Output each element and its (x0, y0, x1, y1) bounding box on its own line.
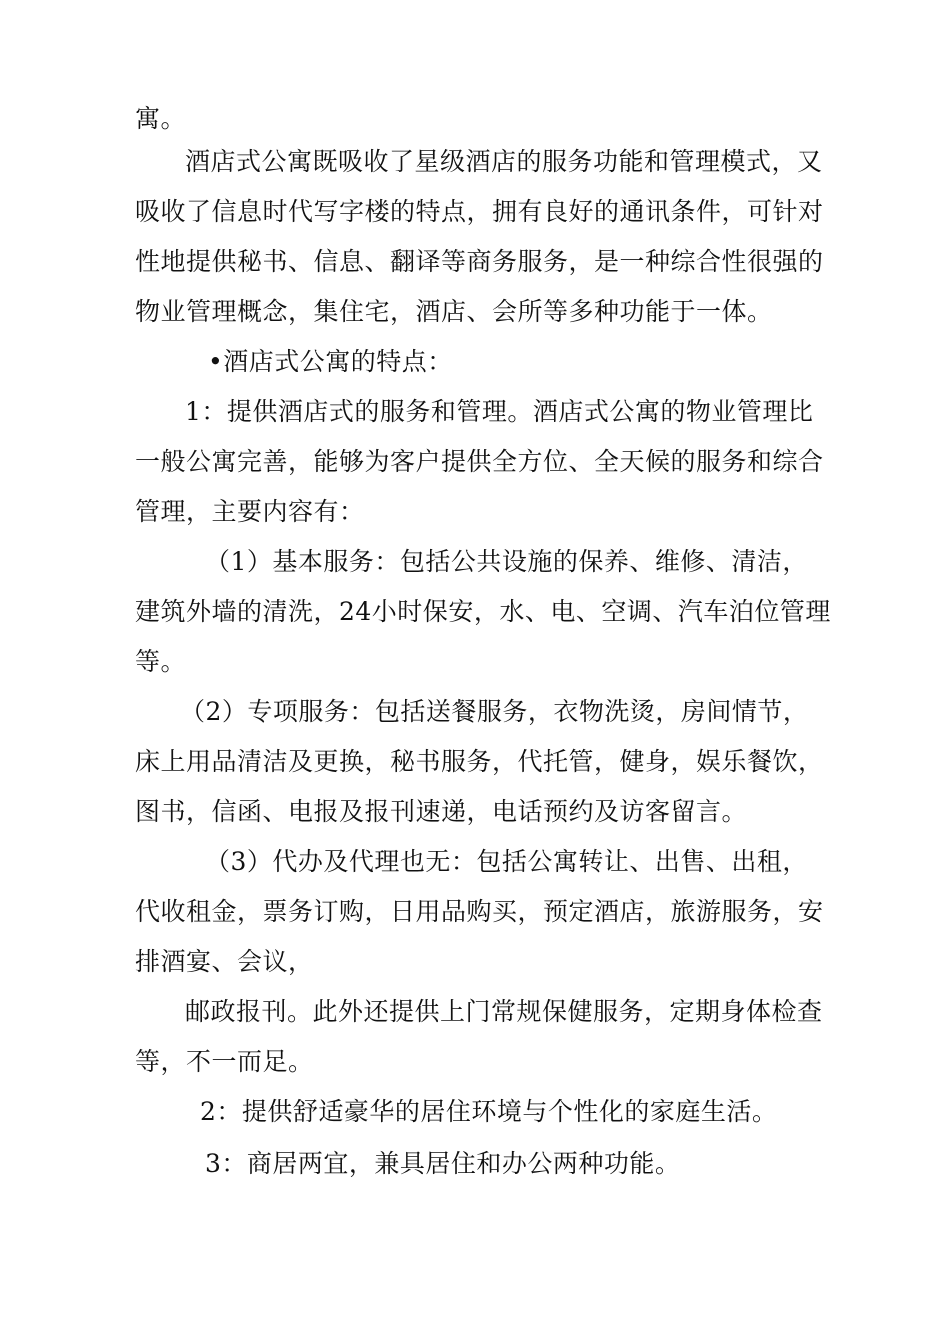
text-line: 图书，信函、电报及报刊速递，电话预约及访客留言。 (135, 797, 748, 826)
text-line: 邮政报刊。此外还提供上门常规保健服务，定期身体检查 (185, 997, 823, 1026)
text-line: （2）专项服务：包括送餐服务，衣物洗烫，房间情节， (180, 697, 809, 726)
text-line: 性地提供秘书、信息、翻译等商务服务，是一种综合性很强的 (135, 247, 824, 276)
text-line: 2：提供舒适豪华的居住环境与个性化的家庭生活。 (200, 1097, 778, 1126)
text-line: 一般公寓完善，能够为客户提供全方位、全天候的服务和综合 (135, 447, 824, 476)
text-line: 酒店式公寓既吸收了星级酒店的服务功能和管理模式，又 (185, 147, 823, 176)
text-line: 物业管理概念，集住宅，酒店、会所等多种功能于一体。 (135, 297, 773, 326)
text-line: 床上用品清洁及更换，秘书服务，代托管，健身，娱乐餐饮， (135, 747, 824, 776)
text-line: 代收租金，票务订购，日用品购买，预定酒店，旅游服务，安 (135, 897, 824, 926)
text-line: 等，不一而足。 (135, 1047, 314, 1076)
text-line: 管理，主要内容有： (135, 497, 365, 526)
text-line: 等。 (135, 647, 187, 676)
text-line: 建筑外墙的清洗，24小时保安，水、电、空调、汽车泊位管理 (135, 597, 831, 626)
section-heading: •酒店式公寓的特点： (208, 347, 453, 376)
text-line: 寓。 (135, 104, 187, 133)
text-line: 排酒宴、会议， (135, 947, 314, 976)
text-line: （3）代办及代理也无：包括公寓转让、出售、出租， (205, 847, 808, 876)
text-line: （1）基本服务：包括公共设施的保养、维修、清洁， (205, 547, 808, 576)
text-line: 1：提供酒店式的服务和管理。酒店式公寓的物业管理比 (185, 397, 814, 426)
text-line: 3：商居两宜，兼具居住和办公两种功能。 (205, 1149, 681, 1178)
text-line: 吸收了信息时代写字楼的特点，拥有良好的通讯条件，可针对 (135, 197, 824, 226)
